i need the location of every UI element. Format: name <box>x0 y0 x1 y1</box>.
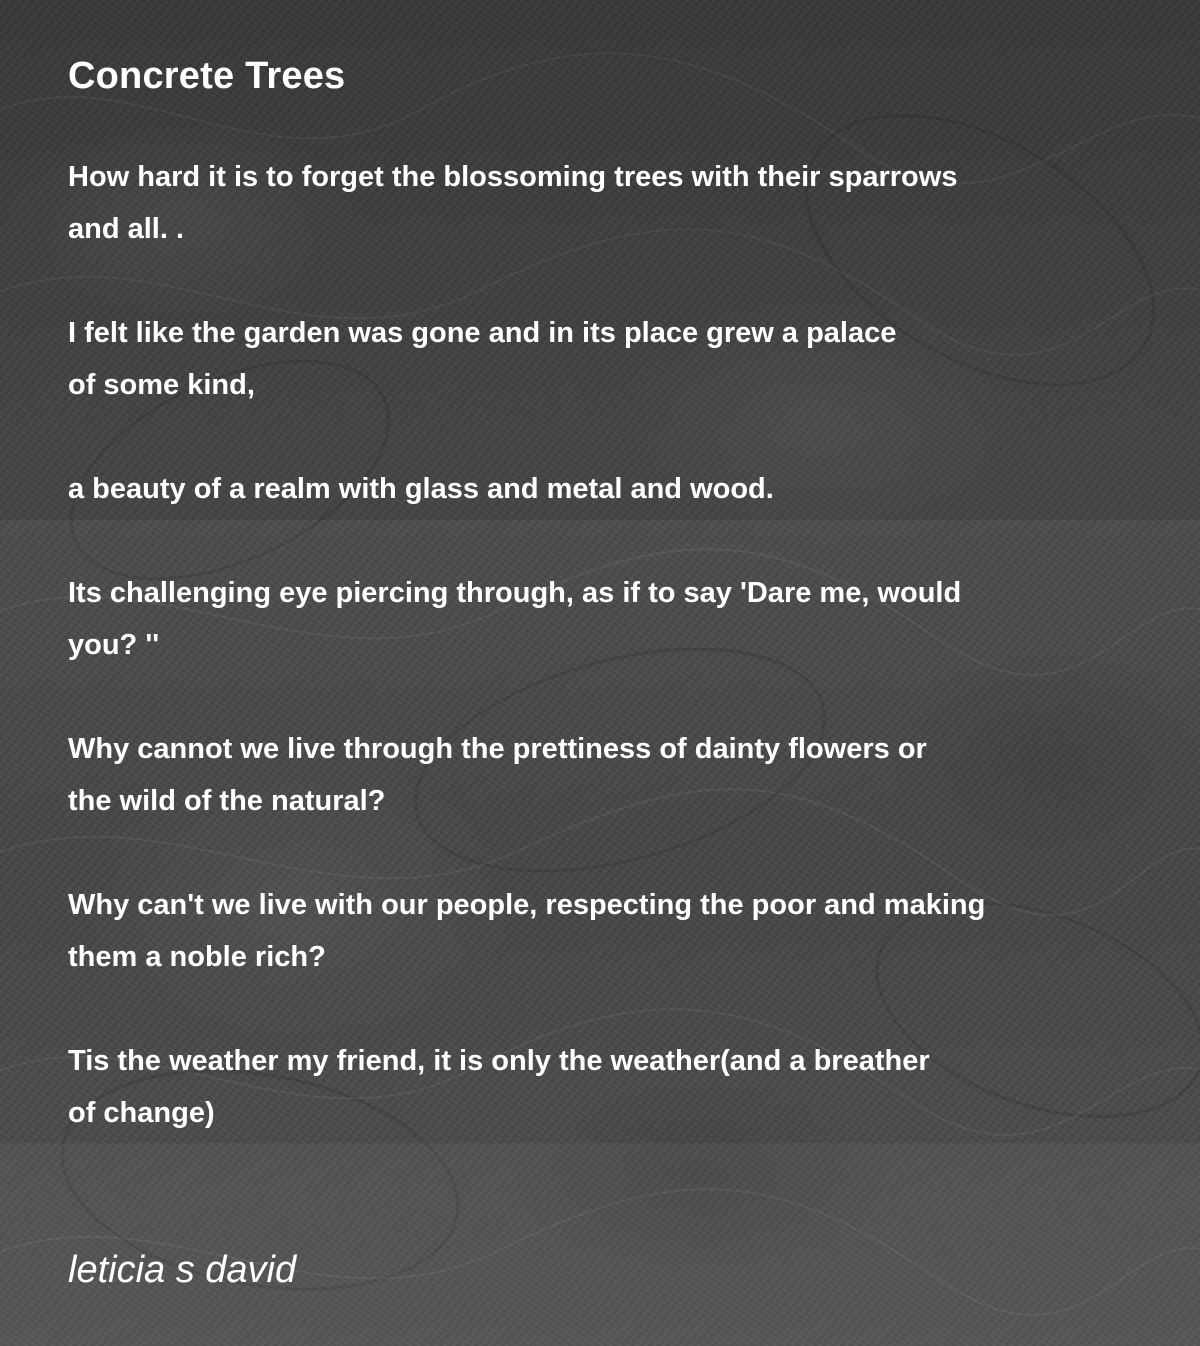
poem-line: and all. . <box>68 213 185 245</box>
poem-line: you? '' <box>68 629 160 661</box>
poem-line: the wild of the natural? <box>68 785 386 817</box>
poem-line: How hard it is to forget the blossoming trees with their sparrows <box>68 161 958 193</box>
poem-title: Concrete Trees <box>68 55 346 97</box>
poem-line: of change) <box>68 1097 215 1129</box>
stanza <box>68 151 1148 255</box>
poem-line: Why cannot we live through the prettiness of dainty flowers or <box>68 733 927 765</box>
poem <box>68 50 1148 1139</box>
poem-line: a beauty of a realm with glass and metal and wood. <box>68 473 774 505</box>
stanza <box>68 723 1148 827</box>
poem-line: Its challenging eye piercing through, as if to say 'Dare me, would <box>68 577 962 609</box>
poem-line: them a noble rich? <box>68 941 326 973</box>
stanza <box>68 463 1148 515</box>
poem-line: of some kind, <box>68 369 255 401</box>
poem-body <box>68 151 1148 1139</box>
poem-line: I felt like the garden was gone and in its place grew a palace <box>68 317 897 349</box>
poem-line: Why can't we live with our people, respecting the poor and making <box>68 889 986 921</box>
stanza <box>68 1035 1148 1139</box>
poem-line: Tis the weather my friend, it is only the weather(and a breather <box>68 1045 930 1077</box>
stanza <box>68 307 1148 411</box>
stanza <box>68 879 1148 983</box>
poem-author: leticia s david <box>68 1249 297 1291</box>
stanza <box>68 567 1148 671</box>
